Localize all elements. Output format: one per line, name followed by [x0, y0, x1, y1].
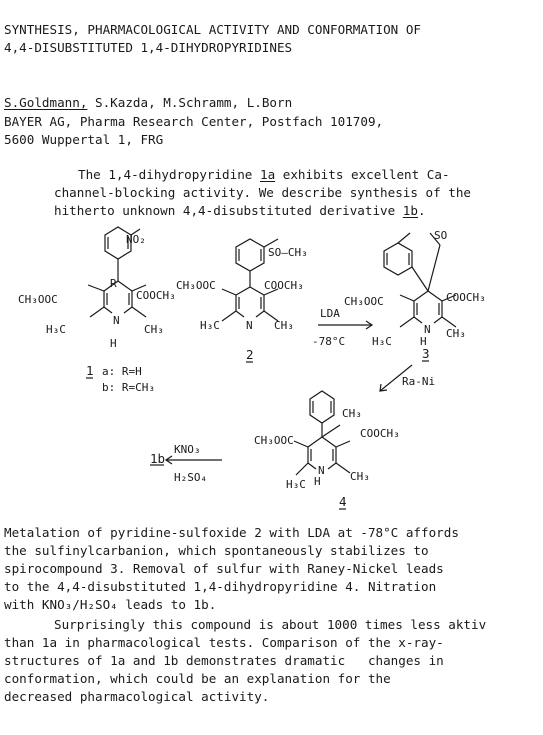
ester-right-label: COOCH₃	[136, 289, 176, 302]
body-line: to the 4,4-disubstituted 1,4-dihydropyridine 4. Nitration	[4, 579, 437, 594]
author-name: S.Kazda,	[95, 95, 156, 110]
nitro-group-label: NO₂	[126, 233, 146, 246]
reagent-raney-nickel: Ra-Ni	[402, 375, 436, 388]
sulfoxide-methyl-label: SO–CH₃	[268, 246, 308, 259]
ester-right-label: COOCH₃	[360, 427, 400, 440]
paper-title-line-1: SYNTHESIS, PHARMACOLOGICAL ACTIVITY AND CONFORMATION OF	[4, 22, 422, 37]
body-line: with KNO₃/H₂SO₄ leads to 1b.	[4, 597, 217, 612]
nh-hydrogen-label: H	[110, 337, 117, 350]
ester-left-label: CH₃OOC	[18, 293, 58, 306]
methyl-left-label: H₃C	[200, 319, 220, 332]
author-list	[4, 95, 292, 111]
methyl-label: CH₃	[342, 407, 362, 420]
affiliation-line-2: 5600 Wuppertal 1, FRG	[4, 132, 164, 147]
ring-nitrogen-label: N	[246, 319, 253, 332]
compound-4-number: 4	[339, 494, 347, 509]
affiliation-line-1: BAYER AG, Pharma Research Center, Postfach 101709,	[4, 114, 384, 129]
reagent-lda: LDA	[320, 307, 340, 320]
abstract-text: hitherto unknown 4,4-disubstituted derivative	[54, 203, 403, 218]
compound-3-number: 3	[422, 346, 430, 361]
body-line: the sulfinylcarbanion, which spontaneously stabilizes to	[4, 543, 429, 558]
body-line: conformation, which could be an explanation for the	[4, 671, 391, 686]
compound-ref-1a: 1a	[259, 167, 276, 182]
reagent-h2so4: H₂SO₄	[174, 471, 208, 484]
paper-title-line-2: 4,4-DISUBSTITUTED 1,4-DIHYDROPYRIDINES	[4, 40, 293, 55]
ester-right-label: COOCH₃	[446, 291, 486, 304]
ring-nitrogen-label: N	[424, 323, 431, 336]
compound-2-number: 2	[246, 347, 254, 362]
methyl-right-label: CH₃	[350, 470, 370, 483]
compound-1-number: 1	[86, 363, 94, 378]
body-line: structures of 1a and 1b demonstrates dramatic changes in	[4, 653, 444, 668]
methyl-left-label: H₃C	[286, 478, 306, 491]
ester-left-label: CH₃OOC	[254, 434, 294, 447]
author-name: S.Goldmann,	[4, 95, 88, 110]
author-name: L.Born	[246, 95, 293, 110]
ester-left-label: CH₃OOC	[176, 279, 216, 292]
compound-3-structure	[384, 233, 456, 327]
compound-4-structure	[294, 391, 350, 475]
body-line: Surprisingly this compound is about 1000 times less aktiv	[54, 617, 487, 632]
author-name: M.Schramm,	[163, 95, 240, 110]
methyl-left-label: H₃C	[372, 335, 392, 348]
nh-hydrogen-label: H	[420, 335, 427, 348]
compound-1b-definition: b: R=CH₃	[102, 381, 155, 394]
body-line: spirocompound 3. Removal of sulfur with Raney-Nickel leads	[4, 561, 444, 576]
ring-nitrogen-label: N	[318, 464, 325, 477]
abstract-line-3	[54, 203, 426, 219]
compound-1a-definition: a: R=H	[102, 365, 142, 378]
methyl-left-label: H₃C	[46, 323, 66, 336]
sulfoxide-label: SO	[434, 229, 448, 242]
body-line: Metalation of pyridine-sulfoxide 2 with LDA at -78°C affords	[4, 525, 459, 540]
reagent-kno3: KNO₃	[174, 443, 201, 456]
nh-hydrogen-label: H	[314, 475, 321, 488]
ring-nitrogen-label: N	[113, 314, 120, 327]
methyl-right-label: CH₃	[144, 323, 164, 336]
reaction-temperature: -78°C	[312, 335, 346, 348]
body-line: decreased pharmacological activity.	[4, 689, 270, 704]
ester-left-label: CH₃OOC	[344, 295, 384, 308]
body-line: than 1a in pharmacological tests. Comparison of the x-ray-	[4, 635, 444, 650]
abstract-line-2: channel-blocking activity. We describe synthesis of the	[54, 185, 472, 200]
r-substituent-label: R	[110, 277, 117, 290]
abstract-text: .	[417, 203, 426, 218]
abstract-line-1	[78, 167, 450, 183]
methyl-right-label: CH₃	[274, 319, 294, 332]
ester-right-label: COOCH₃	[264, 279, 304, 292]
reaction-scheme	[0, 225, 543, 525]
methyl-right-label: CH₃	[446, 327, 466, 340]
abstract-text: exhibits excellent Ca-	[275, 167, 450, 182]
product-1b: 1b	[150, 451, 166, 466]
abstract-text: The 1,4-dihydropyridine	[78, 167, 260, 182]
compound-ref-1b: 1b	[402, 203, 418, 218]
